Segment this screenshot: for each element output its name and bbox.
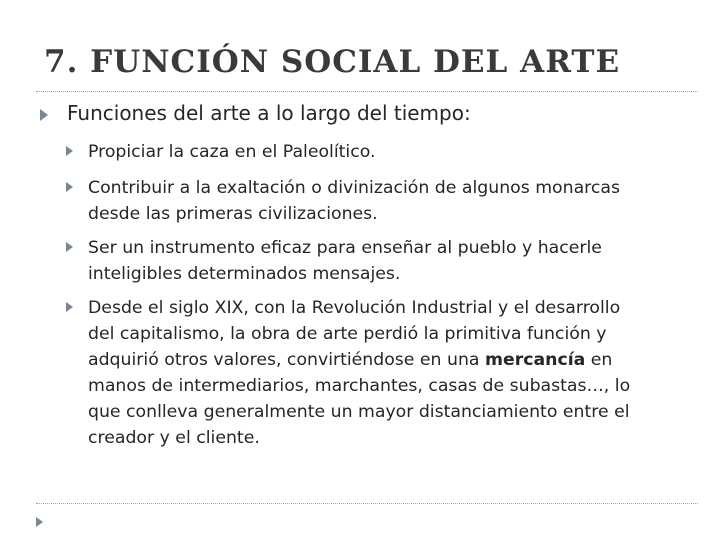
sub-bullet-arrow-icon — [66, 242, 73, 252]
sub-bullet-line: desde las primeras civilizaciones. — [88, 204, 378, 224]
slide-title: 7. FUNCIÓN SOCIAL DEL ARTE — [44, 44, 621, 80]
bullet-level1: Funciones del arte a lo largo del tiempo: — [67, 101, 471, 125]
sub-bullet-line — [88, 347, 688, 373]
sub-bullet-line: creador y el cliente. — [88, 428, 260, 448]
sub-bullet-line: que conlleva generalmente un mayor distanciamiento entre el — [88, 402, 630, 422]
corner-arrow-icon — [36, 517, 43, 527]
sub-bullet-3 — [88, 235, 688, 287]
sub-bullet-line: Propiciar la caza en el Paleolítico. — [88, 142, 376, 162]
sub-bullet-line: inteligibles determinados mensajes. — [88, 264, 401, 284]
text-run: en — [585, 350, 613, 370]
sub-bullet-2 — [88, 175, 688, 227]
sub-bullet-line: Desde el siglo XIX, con la Revolución Industrial y el desarrollo — [88, 298, 621, 318]
footer-divider — [36, 503, 698, 504]
sub-bullet-4 — [88, 295, 688, 451]
sub-bullet-1 — [88, 139, 688, 165]
bullet-arrow-icon — [40, 109, 48, 121]
emphasis-mercancia: mercancía — [485, 350, 586, 370]
sub-bullet-line: del capitalismo, la obra de arte perdió la primitiva función y — [88, 324, 607, 344]
sub-bullet-arrow-icon — [66, 302, 73, 312]
text-run: adquirió otros valores, convirtiéndose en una — [88, 350, 485, 370]
sub-bullet-line: manos de intermediarios, marchantes, casas de subastas…, lo — [88, 376, 631, 396]
sub-bullet-line: Ser un instrumento eficaz para enseñar al pueblo y hacerle — [88, 238, 602, 258]
sub-bullet-arrow-icon — [66, 182, 73, 192]
title-divider — [36, 91, 698, 92]
sub-bullet-arrow-icon — [66, 146, 73, 156]
sub-bullet-line: Contribuir a la exaltación o divinización de algunos monarcas — [88, 178, 620, 198]
